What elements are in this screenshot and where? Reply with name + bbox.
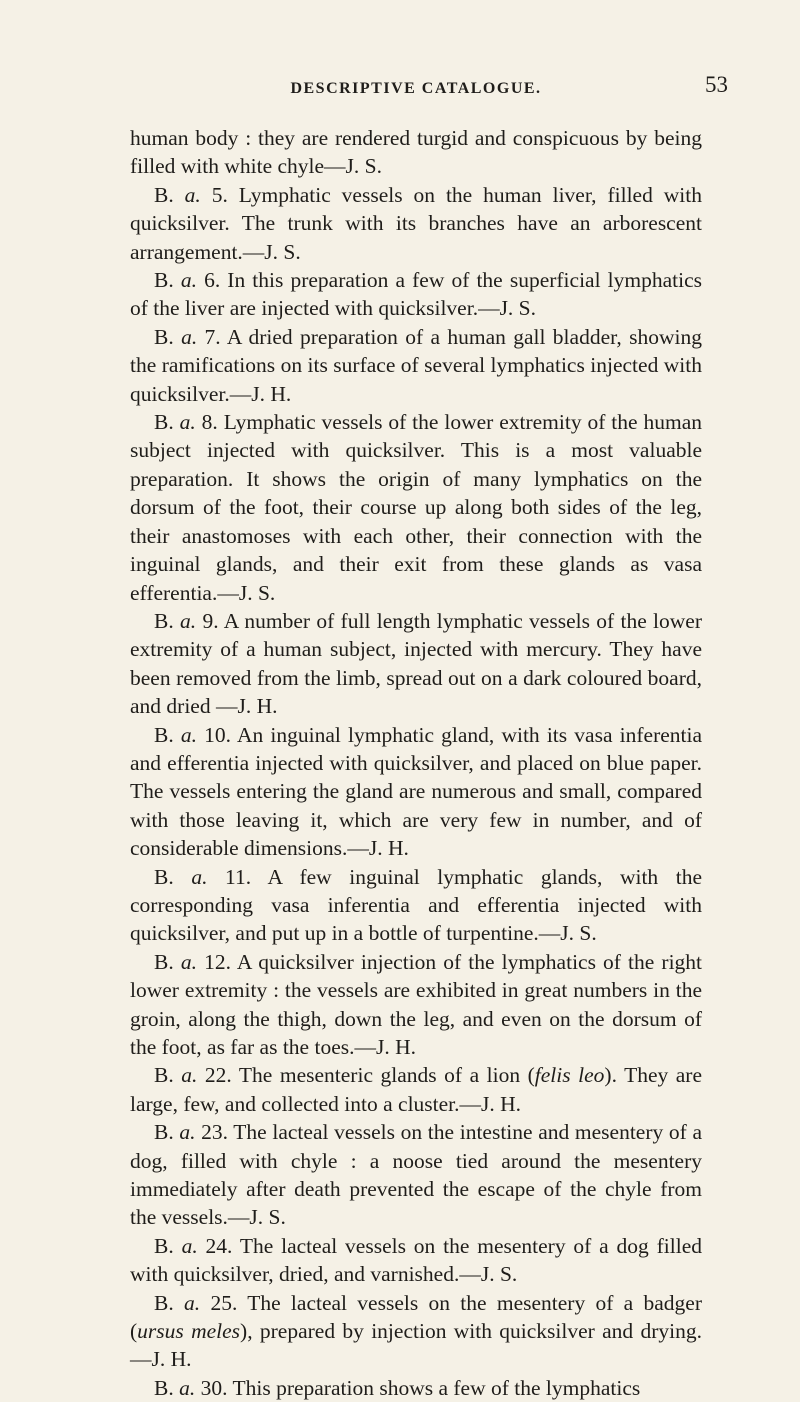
entry-continued: [130, 124, 702, 181]
entry-prefix: B.: [154, 1063, 174, 1088]
entry-prefix: B.: [154, 1375, 174, 1400]
entry-text-before: The mesenteric glands of a lion (: [238, 1063, 535, 1088]
entry-number: 7.: [204, 324, 221, 349]
entry-number: 6.: [204, 268, 221, 293]
entry-text: A number of full length lymphatic vessels of the lower extremity of a human subject, injected with mercury. They have been removed from the limb, spread out on a dark coloured board, and dried —J. H.: [130, 608, 702, 719]
entry-text: The lacteal vessels on the mesentery of a dog filled with quicksilver, dried, and varnished.—J. S.: [130, 1233, 703, 1287]
entry-prefix: B.: [154, 268, 174, 293]
entry-number: 5.: [211, 182, 228, 207]
entry-text: A dried preparation of a human gall bladder, showing the ramifications on its surface of several lymphatics injected with quicksilver.—J. H.: [130, 324, 702, 406]
entry-text-before: The lacteal vessels on the mesentery of a badger (: [130, 1290, 703, 1344]
entry-prefix: B.: [154, 608, 174, 633]
page-number: 53: [705, 72, 728, 97]
entry-series: a.: [180, 949, 197, 974]
entry-b-a-8: [130, 408, 702, 607]
entry-series: a.: [184, 182, 201, 207]
entry-series: a.: [179, 1375, 196, 1400]
entry-prefix: B.: [154, 410, 174, 435]
entry-series: a.: [180, 268, 197, 293]
entry-series: a.: [179, 410, 196, 435]
entry-prefix: B.: [154, 1290, 174, 1315]
entry-number: 12.: [204, 949, 231, 974]
entry-text: In this preparation a few of the superficial lymphatics of the liver are injected with quicksilver.—J. S.: [130, 268, 703, 321]
entry-series: a.: [184, 1290, 201, 1315]
entry-number: 23.: [201, 1120, 229, 1145]
catalogue-text: [130, 124, 702, 1402]
entry-number: 30.: [200, 1375, 228, 1400]
entry-text: A quicksilver injection of the lymphatics of the right lower extremity : the vessels are exhibited in great numbers in the groin, along the thigh, down the leg, and even on the dorsum of the foot, as far as the toes.—J. H.: [130, 949, 703, 1059]
entry-series: a.: [181, 1063, 198, 1088]
entry-text-after: ), prepared by injection with quicksilver and drying.—J. H.: [130, 1319, 702, 1372]
entry-species-name: ursus meles: [137, 1319, 241, 1344]
entry-number: 11.: [225, 864, 252, 889]
entry-prefix: B.: [154, 1120, 174, 1145]
entry-text: The lacteal vessels on the intestine and mesentery of a dog, filled with chyle : a noose tied around the mesentery immediately after death prevented the escape of the chyle from the vessels.—J. S.: [130, 1120, 703, 1230]
running-head: [130, 0, 728, 100]
entry-number: 10.: [204, 722, 232, 747]
entry-text: Lymphatic vessels of the lower extremity of the human subject injected with quicksilver. This is a most valuable preparation. It shows the origin of many lymphatics on the dorsum of the foot, their course up along both sides of the leg, their anastomoses with each other, their connection with the inguinal glands, and their exit from these glands as vasa efferentia.—J. S.: [130, 410, 702, 605]
entry-series: a.: [179, 1120, 196, 1145]
entry-prefix: B.: [154, 864, 174, 889]
running-title: DESCRIPTIVE CATALOGUE.: [290, 80, 542, 97]
entry-series: a.: [181, 324, 198, 349]
entry-prefix: B.: [154, 324, 174, 349]
entry-b-a-9: [130, 607, 702, 721]
entry-number: 8.: [201, 410, 218, 435]
entry-b-a-22: [130, 1061, 702, 1118]
entry-text: An inguinal lymphatic gland, with its vasa inferentia and efferentia injected with quicksilver, and placed on blue paper. The vessels entering the gland are numerous and small, compared with those leaving it, which are very few in number, and of considerable dimensions.—J. H.: [130, 722, 703, 861]
entry-b-a-12: [130, 948, 702, 1062]
entry-species-name: felis leo: [534, 1063, 605, 1088]
entry-prefix: B.: [154, 949, 174, 974]
entry-text: Lymphatic vessels on the human liver, filled with quicksilver. The trunk with its branches have an arborescent arrangement.—J. S.: [130, 182, 702, 264]
entry-series: a.: [181, 1233, 198, 1258]
entry-number: 25.: [210, 1290, 238, 1315]
entry-b-a-30: [130, 1374, 702, 1402]
entry-series: a.: [180, 722, 197, 747]
entry-number: 9.: [202, 608, 219, 633]
entry-b-a-25: [130, 1289, 702, 1374]
entry-b-a-11: [130, 863, 702, 948]
entry-b-a-23: [130, 1118, 702, 1232]
entry-prefix: B.: [154, 182, 174, 207]
entry-b-a-10: [130, 721, 702, 863]
entry-b-a-5: [130, 181, 702, 266]
entry-number: 22.: [204, 1063, 232, 1088]
entry-b-a-6: [130, 266, 702, 323]
entry-prefix: B.: [154, 1233, 174, 1258]
entry-series: a.: [180, 608, 197, 633]
entry-text-after: ). They are large, few, and collected into a cluster.—J. H.: [130, 1063, 703, 1116]
entry-series: a.: [191, 864, 208, 889]
entry-b-a-24: [130, 1232, 702, 1289]
entry-number: 24.: [205, 1233, 233, 1258]
entry-text: human body : they are rendered turgid and conspicuous by being filled with white chyle—J. S.: [130, 126, 702, 179]
entry-b-a-7: [130, 323, 702, 408]
entry-text: This preparation shows a few of the lymphatics: [232, 1375, 641, 1400]
entry-prefix: B.: [154, 722, 174, 747]
entry-text: A few inguinal lymphatic glands, with the corresponding vasa inferentia and efferentia injected with quicksilver, and put up in a bottle of turpentine.—J. S.: [130, 864, 703, 946]
